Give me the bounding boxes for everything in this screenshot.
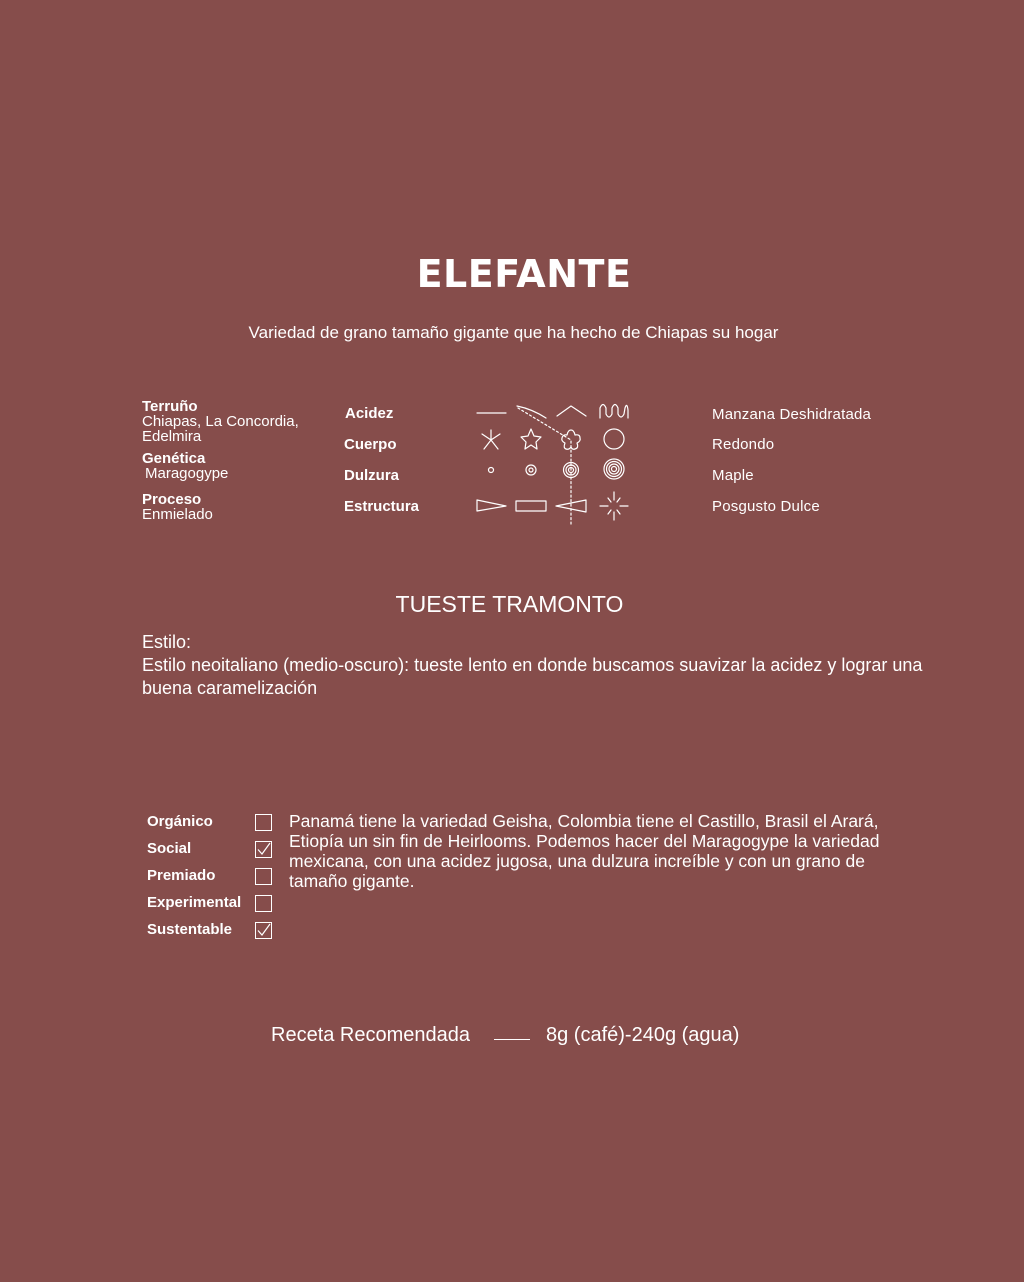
profile-descriptor-acidez: Manzana Deshidratada bbox=[712, 406, 872, 423]
body-circle-icon bbox=[604, 429, 624, 449]
attribute-genetica bbox=[142, 451, 228, 481]
attribute-value: Maragogype bbox=[145, 465, 229, 482]
level-indicator-line bbox=[518, 408, 571, 524]
check-label-social: Social bbox=[147, 840, 192, 857]
checkbox-sustentable[interactable] bbox=[255, 922, 272, 939]
check-label-premiado: Premiado bbox=[147, 867, 216, 884]
roast-style bbox=[142, 631, 972, 700]
roast-title: TUESTE TRAMONTO bbox=[395, 591, 624, 617]
checkbox-social[interactable] bbox=[255, 841, 272, 858]
attribute-label: Terruño bbox=[142, 398, 198, 415]
coffee-story: Panamá tiene la variedad Geisha, Colombia tiene el Castillo, Brasil el Arará, Etiopía un sin fin de Heirlooms. Podemos hacer del Maragogype la variedad mexicana, con una acidez jugosa, una dulzura increíble y con un grano de tamaño gigante. bbox=[289, 811, 880, 891]
attribute-terruno bbox=[142, 399, 317, 444]
structure-burst-icon bbox=[600, 492, 628, 520]
check-label-sustentable: Sustentable bbox=[147, 921, 233, 938]
body-asterisk-icon bbox=[482, 430, 500, 449]
checkbox-premiado[interactable] bbox=[255, 868, 272, 885]
attribute-proceso bbox=[142, 492, 213, 522]
checkbox-experimental[interactable] bbox=[255, 895, 272, 912]
checkbox-organico[interactable] bbox=[255, 814, 272, 831]
check-label-organico: Orgánico bbox=[147, 813, 213, 830]
attribute-label: Genética bbox=[142, 450, 206, 467]
profile-label-cuerpo: Cuerpo bbox=[344, 436, 397, 453]
attribute-label: Proceso bbox=[142, 491, 202, 508]
profile-label-estructura: Estructura bbox=[344, 498, 420, 515]
profile-descriptor-dulzura: Maple bbox=[712, 467, 754, 484]
sweetness-dot-icon bbox=[489, 468, 494, 473]
recipe-value: 8g (café)-240g (agua) bbox=[546, 1024, 740, 1046]
structure-wedge-icon bbox=[477, 500, 506, 511]
sweetness-quad-ring-icon bbox=[604, 459, 624, 479]
check-label-experimental: Experimental bbox=[147, 894, 242, 911]
body-star-icon bbox=[521, 429, 541, 449]
profile-label-acidez: Acidez bbox=[345, 405, 394, 422]
coffee-name: ELEFANTE bbox=[416, 252, 632, 296]
acidity-peak-icon bbox=[557, 406, 586, 416]
roast-style-description: Estilo neoitaliano (medio-oscuro): tueste lento en donde buscamos suavizar la acidez y lograr una buena caramelización bbox=[142, 655, 923, 698]
profile-descriptor-estructura: Posgusto Dulce bbox=[712, 498, 820, 515]
coffee-tagline: Variedad de grano tamaño gigante que ha hecho de Chiapas su hogar bbox=[248, 323, 779, 342]
attribute-value: Enmielado bbox=[142, 506, 213, 523]
recipe-divider bbox=[494, 1039, 530, 1040]
sweetness-double-ring-icon bbox=[526, 465, 536, 475]
checkmark-icon bbox=[256, 842, 271, 857]
attribute-value: Chiapas, La Concordia, Edelmira bbox=[142, 413, 299, 445]
acidity-wave-icon bbox=[600, 405, 628, 419]
roast-style-label: Estilo: bbox=[142, 632, 192, 652]
checkmark-icon bbox=[256, 923, 271, 938]
profile-label-dulzura: Dulzura bbox=[344, 467, 400, 484]
profile-descriptor-cuerpo: Redondo bbox=[712, 436, 775, 453]
recipe-label: Receta Recomendada bbox=[271, 1024, 471, 1046]
flavor-profile-icons bbox=[470, 396, 635, 526]
structure-rectangle-icon bbox=[516, 501, 546, 511]
